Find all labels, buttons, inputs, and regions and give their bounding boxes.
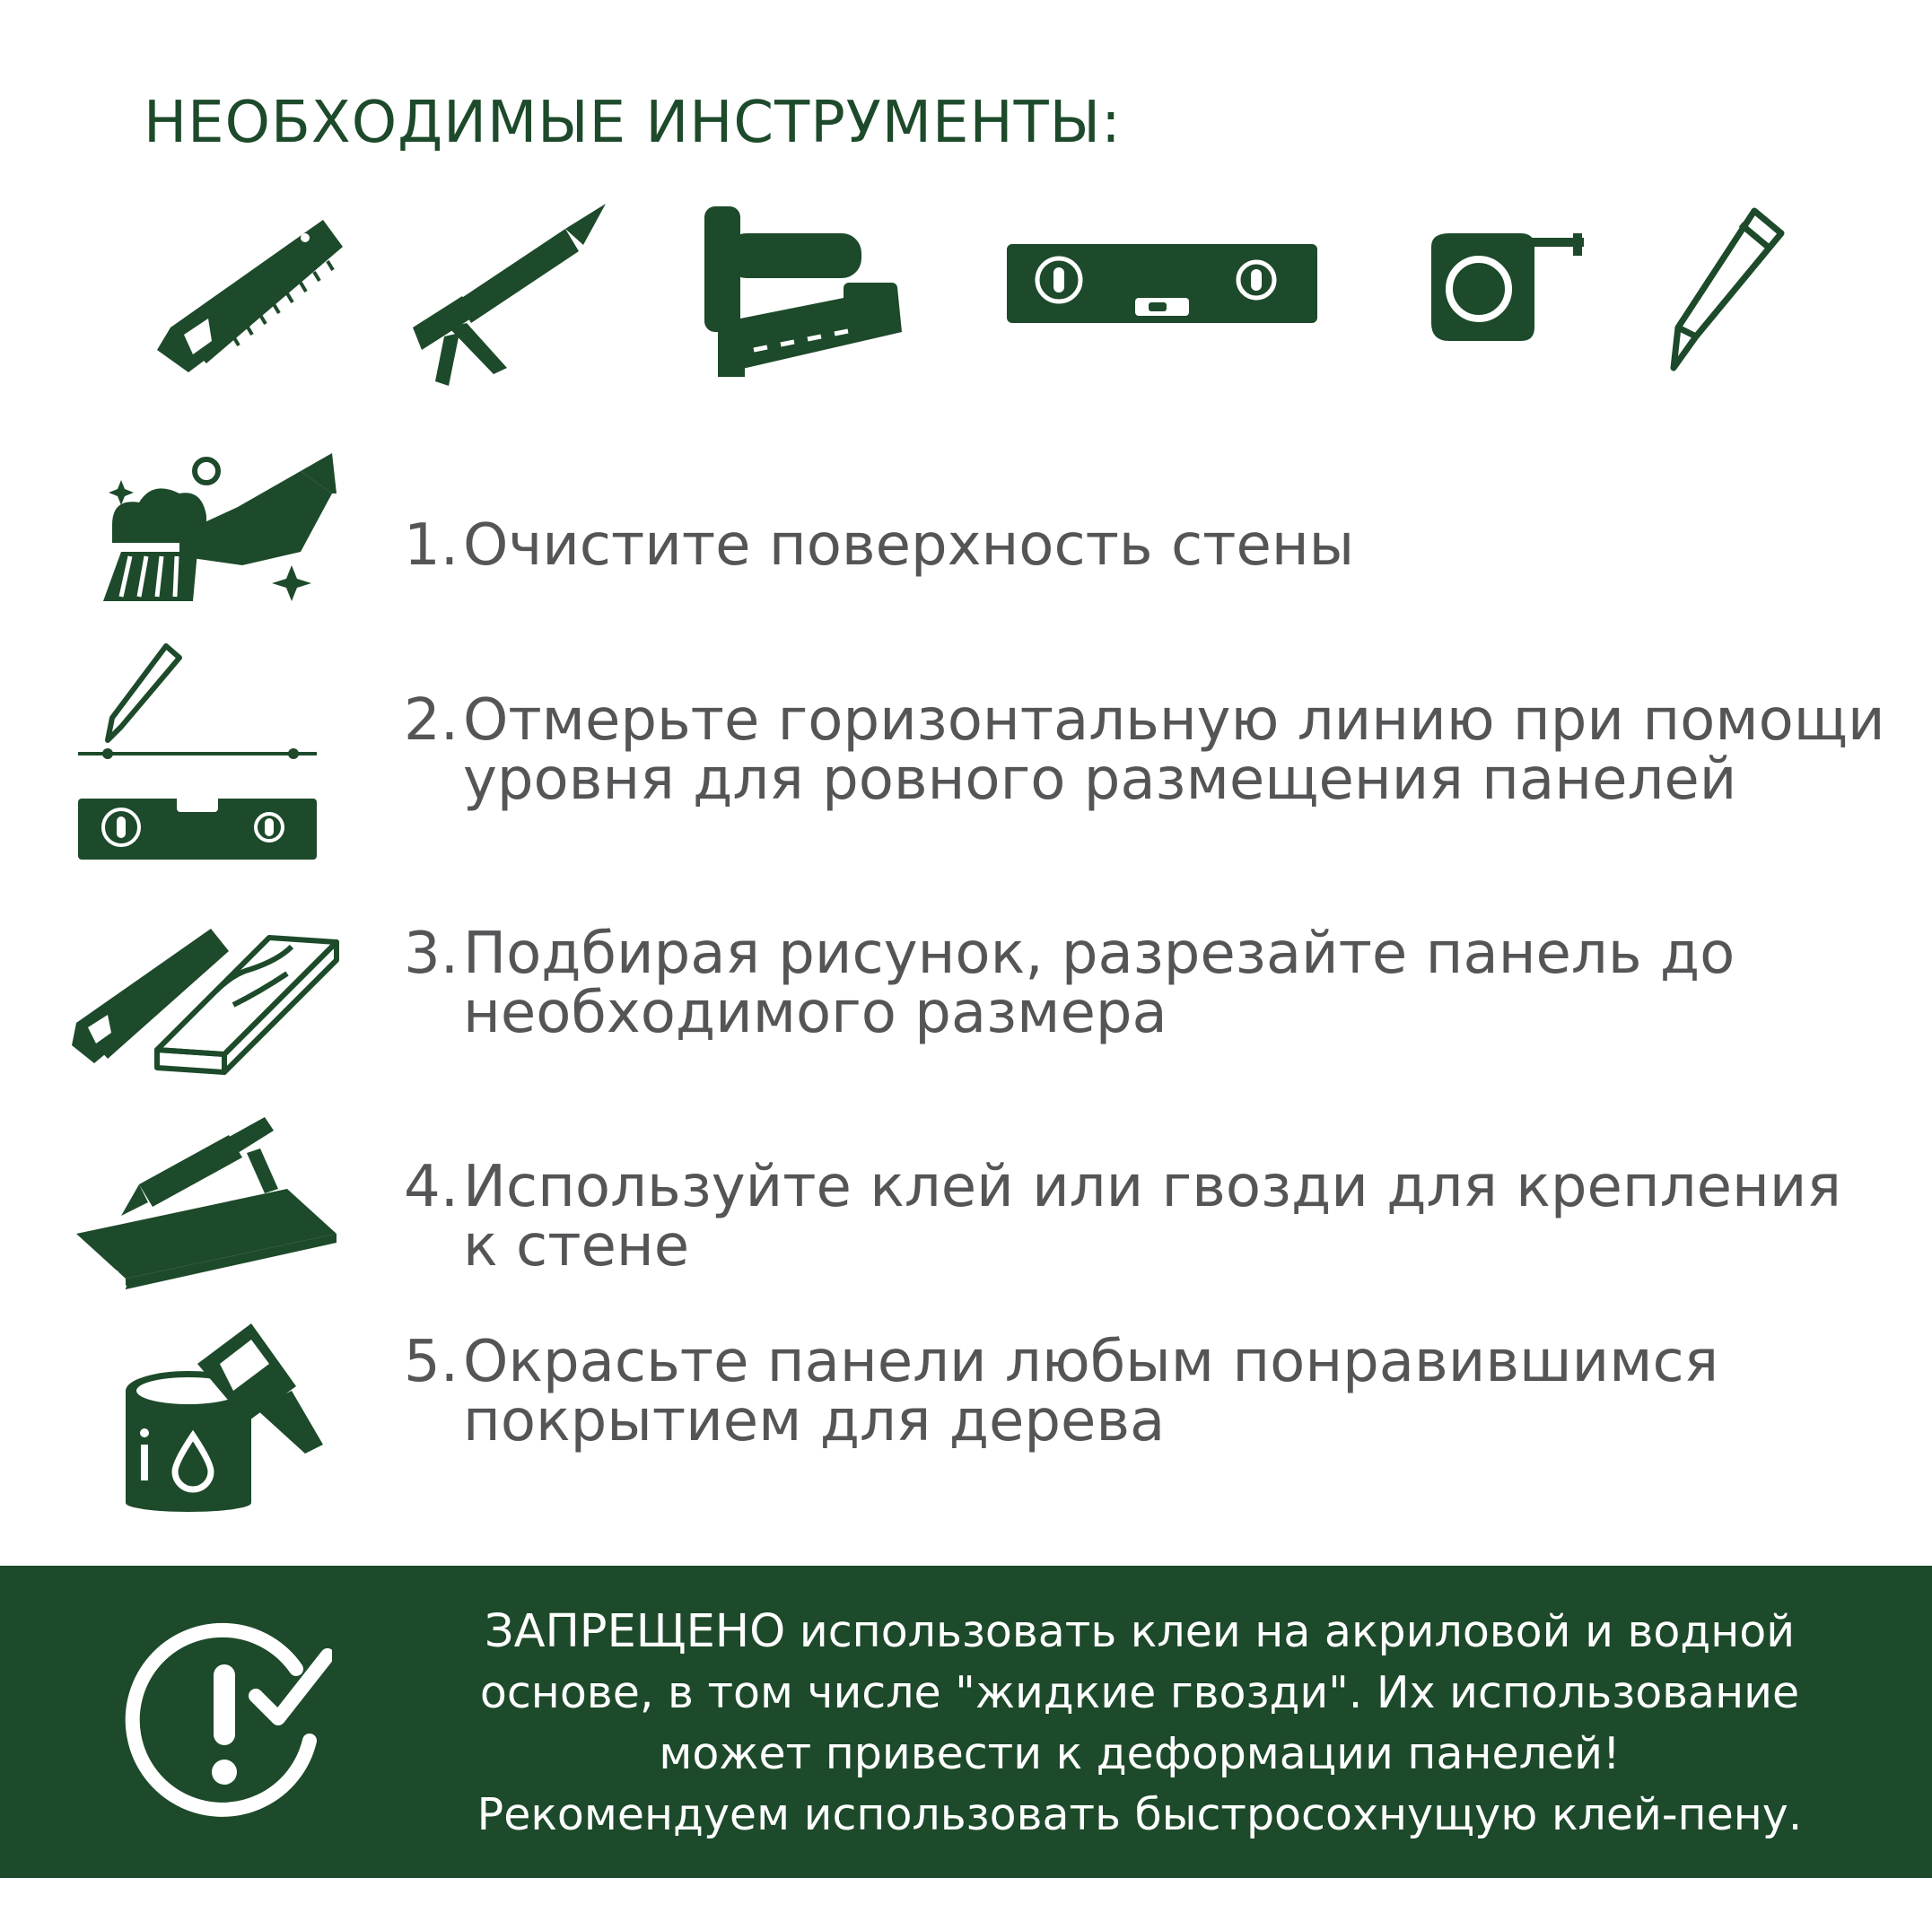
spirit-level-icon <box>1005 242 1319 325</box>
step-text: Очистите поверхность стены <box>463 512 1355 579</box>
step-number: 2. <box>404 687 459 754</box>
step-text-continued: покрытием для дерева <box>463 1388 1166 1454</box>
warning-caps: ЗАПРЕЩЕНО <box>484 1605 786 1658</box>
step-number: 3. <box>404 921 459 987</box>
step-2 <box>404 687 1885 813</box>
step-4 <box>404 1154 1841 1279</box>
warning-line-4: Рекомендуем использовать быстросохнущую клей-пену. <box>476 1789 1803 1840</box>
step-number: 1. <box>404 512 459 579</box>
step-text-continued: уровня для ровного размещения панелей <box>463 747 1737 813</box>
step-text: Используйте клей или гвозди для крепления <box>463 1154 1841 1220</box>
step-number: 5. <box>404 1329 459 1395</box>
step-text: Отмерьте горизонтальную линию при помощи <box>463 687 1885 754</box>
warning-text <box>386 1602 1893 1846</box>
step-number: 4. <box>404 1154 459 1220</box>
page-title: НЕОБХОДИМЫЕ ИНСТРУМЕНТЫ: <box>144 90 1122 156</box>
step-3 <box>404 921 1735 1046</box>
warning-line-1 <box>386 1602 1893 1663</box>
step-text: Подбирая рисунок, разрезайте панель до <box>463 921 1735 987</box>
hand-saw-icon <box>153 202 350 381</box>
cleaning-icon <box>94 453 337 606</box>
step-text-continued: к стене <box>463 1213 690 1279</box>
warning-line-3: может привести к деформации панелей! <box>659 1728 1621 1779</box>
saw-board-icon <box>72 920 341 1077</box>
tape-measure-icon <box>1422 229 1584 345</box>
warning-check-icon <box>117 1615 332 1830</box>
level-marking-icon <box>76 642 319 861</box>
glue-gun-board-icon <box>72 1117 337 1292</box>
warning-line-2: основе, в том числе "жидкие гвозди". Их использование <box>479 1667 1800 1718</box>
paint-can-brush-icon <box>121 1323 323 1512</box>
step-5 <box>404 1329 1719 1454</box>
caulking-gun-icon <box>395 202 610 390</box>
pencil-icon <box>1669 202 1786 372</box>
step-1 <box>404 512 1355 579</box>
nail-gun-icon <box>700 197 906 386</box>
step-text-continued: необходимого размера <box>463 980 1167 1046</box>
step-text: Окрасьте панели любым понравившимся <box>463 1329 1719 1395</box>
warning-line-1-rest: использовать клеи на акриловой и водной <box>785 1606 1796 1657</box>
